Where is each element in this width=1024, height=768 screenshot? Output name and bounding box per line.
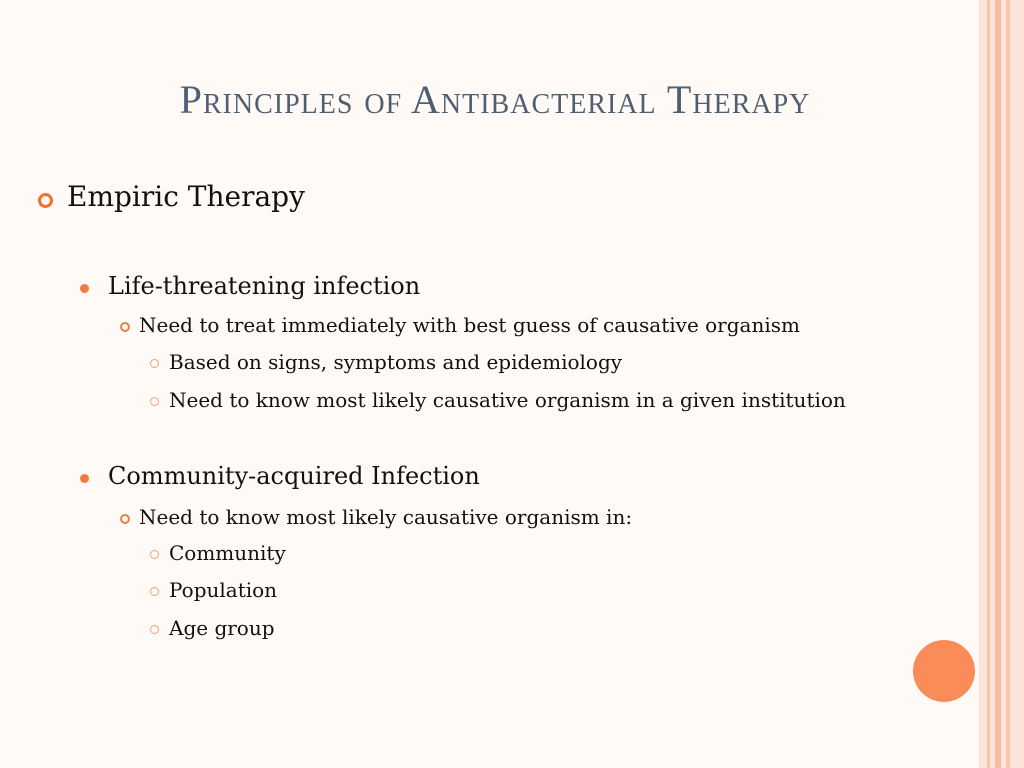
bullet-ring-icon [150, 625, 159, 634]
slide-title: Principles of Antibacterial Therapy [179, 77, 811, 122]
detail-item: Community [169, 541, 286, 565]
section-label: Community-acquired Infection [108, 462, 480, 490]
bullet-ring-icon [38, 193, 53, 208]
bullet-ring-icon [120, 514, 130, 524]
bullet-dot-icon [80, 474, 89, 483]
decorative-circle [913, 640, 975, 702]
detail-item: Need to know most likely causative organism in a given institution [169, 388, 846, 412]
subpoint: Need to treat immediately with best guess of causative organism [139, 313, 800, 337]
detail-item: Population [169, 578, 278, 602]
bullet-ring-icon [120, 322, 130, 332]
bullet-ring-icon [150, 550, 159, 559]
subpoint: Need to know most likely causative organism in: [139, 505, 633, 529]
bullet-ring-icon [150, 359, 159, 368]
heading-empiric-therapy: Empiric Therapy [67, 180, 305, 213]
bullet-dot-icon [80, 284, 89, 293]
section-label: Life-threatening infection [108, 272, 421, 300]
bullet-ring-icon [150, 587, 159, 596]
stripe-decor [1010, 0, 1024, 768]
bullet-ring-icon [150, 397, 159, 406]
detail-item: Based on signs, symptoms and epidemiology [169, 350, 623, 374]
detail-item: Age group [169, 616, 275, 640]
